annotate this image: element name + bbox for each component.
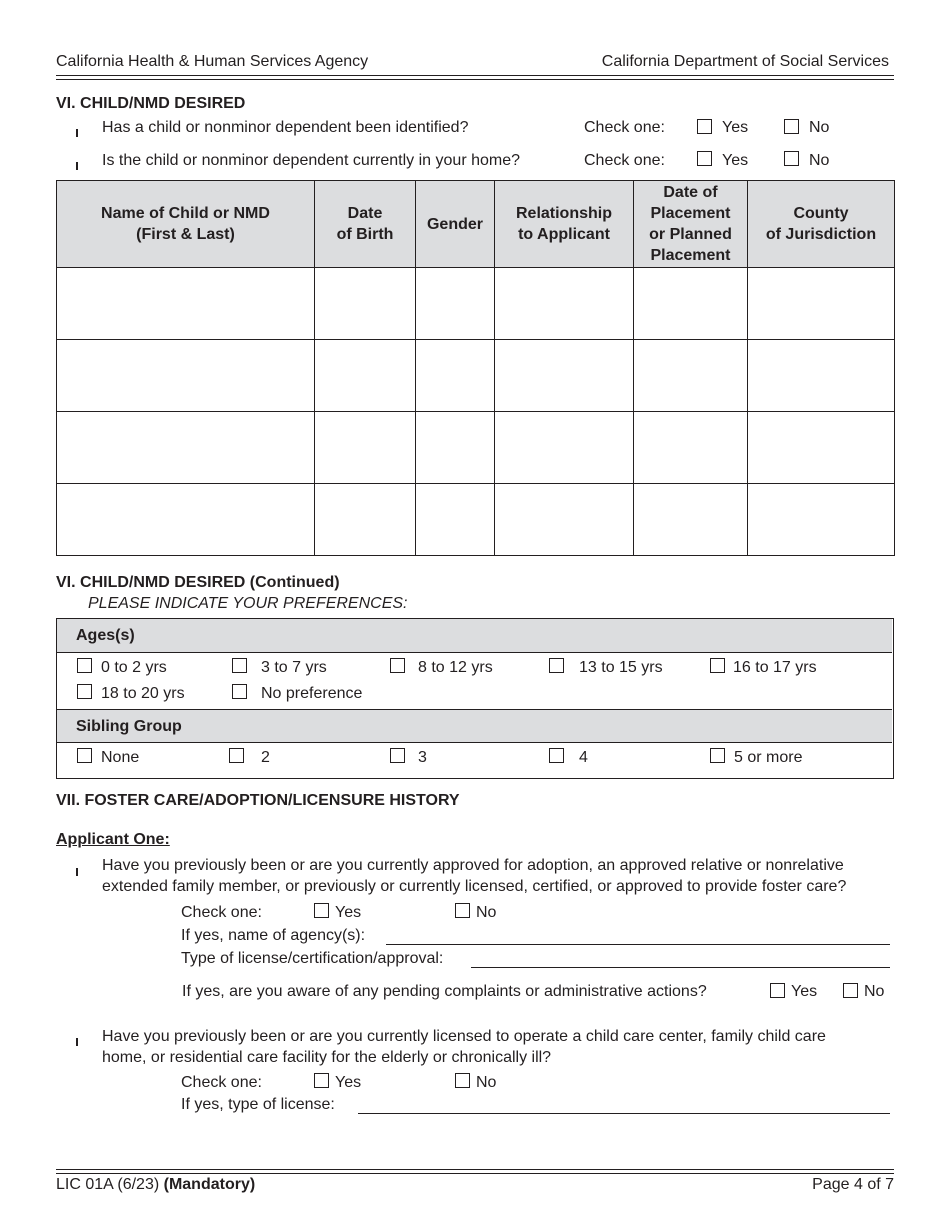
column-header-county: County of Jurisdiction	[748, 181, 895, 268]
child-identified-yes-checkbox[interactable]	[697, 119, 712, 134]
facility-license-question-line1: Have you previously been or are you currently licensed to operate a child care center, family child care	[102, 1028, 826, 1045]
dob-cell[interactable]	[315, 340, 416, 412]
yes-label: Yes	[722, 119, 749, 136]
sibling-band	[57, 709, 892, 743]
sibling-option-label: 3	[418, 749, 427, 766]
dob-cell[interactable]	[315, 412, 416, 484]
yes-label: Yes	[722, 152, 749, 169]
child-name-cell[interactable]	[57, 412, 315, 484]
county-cell[interactable]	[748, 268, 895, 340]
column-header-dob: Date of Birth	[315, 181, 416, 268]
pending-complaints-yes-checkbox[interactable]	[770, 983, 785, 998]
check-one-label: Check one:	[181, 1074, 262, 1091]
header-rule	[56, 75, 894, 76]
county-cell[interactable]	[748, 340, 895, 412]
age-13-15-checkbox[interactable]	[549, 658, 564, 673]
section-6-title: VI. CHILD/NMD DESIRED	[56, 95, 246, 112]
question-child-identified: Has a child or nonminor dependent been identified?	[102, 119, 469, 136]
table-row	[57, 412, 895, 484]
foster-history-yes-checkbox[interactable]	[314, 903, 329, 918]
facility-license-no-checkbox[interactable]	[455, 1073, 470, 1088]
sibling-option-label: 2	[261, 749, 270, 766]
type-of-license-label: If yes, type of license:	[181, 1096, 335, 1113]
sibling-option-label: None	[101, 749, 140, 766]
check-one-label: Check one:	[584, 152, 665, 169]
child-name-cell[interactable]	[57, 484, 315, 556]
child-in-home-no-checkbox[interactable]	[784, 151, 799, 166]
question-child-in-home: Is the child or nonminor dependent currently in your home?	[102, 152, 521, 169]
child-table	[56, 180, 895, 556]
age-option-label: 0 to 2 yrs	[101, 659, 167, 676]
mandatory-label: (Mandatory)	[163, 1176, 256, 1193]
no-label: No	[476, 904, 497, 921]
check-one-label: Check one:	[584, 119, 665, 136]
agency-name-field[interactable]	[386, 944, 890, 945]
pending-complaints-no-checkbox[interactable]	[843, 983, 858, 998]
footer-rule-2	[56, 1173, 894, 1174]
section-6-continued-title: VI. CHILD/NMD DESIRED (Continued)	[56, 574, 340, 591]
age-3-7-checkbox[interactable]	[232, 658, 247, 673]
county-cell[interactable]	[748, 484, 895, 556]
no-label: No	[809, 119, 830, 136]
footer-rule	[56, 1169, 894, 1170]
no-label: No	[476, 1074, 497, 1091]
column-header-placement-date: Date of Placement or Planned Placement	[634, 181, 748, 268]
age-option-label: No preference	[261, 685, 363, 702]
placement-date-cell[interactable]	[634, 268, 748, 340]
form-number: LIC 01A (6/23)	[56, 1176, 160, 1193]
license-type-label: Type of license/certification/approval:	[181, 950, 444, 967]
county-cell[interactable]	[748, 412, 895, 484]
form-id	[56, 1176, 255, 1194]
age-option-label: 3 to 7 yrs	[261, 659, 327, 676]
header-department: California Department of Social Services	[601, 53, 889, 70]
age-option-label: 13 to 15 yrs	[579, 659, 663, 676]
sibling-none-checkbox[interactable]	[77, 748, 92, 763]
facility-license-yes-checkbox[interactable]	[314, 1073, 329, 1088]
header-rule-2	[56, 79, 894, 80]
no-label: No	[809, 152, 830, 169]
check-one-label: Check one:	[181, 904, 262, 921]
foster-history-question-line2: extended family member, or previously or currently licensed, certified, or approved to provide foster care?	[102, 878, 847, 895]
relationship-cell[interactable]	[495, 484, 634, 556]
placement-date-cell[interactable]	[634, 412, 748, 484]
ages-label: Ages(s)	[76, 627, 135, 644]
table-row	[57, 484, 895, 556]
child-name-cell[interactable]	[57, 340, 315, 412]
age-16-17-checkbox[interactable]	[710, 658, 725, 673]
pending-complaints-question: If yes, are you aware of any pending complaints or administrative actions?	[182, 983, 707, 1000]
sibling-option-label: 5 or more	[734, 749, 803, 766]
bullet-icon	[76, 868, 78, 876]
table-header-row	[57, 181, 895, 268]
dob-cell[interactable]	[315, 484, 416, 556]
child-identified-no-checkbox[interactable]	[784, 119, 799, 134]
relationship-cell[interactable]	[495, 268, 634, 340]
age-8-12-checkbox[interactable]	[390, 658, 405, 673]
yes-label: Yes	[791, 983, 818, 1000]
age-option-label: 18 to 20 yrs	[101, 685, 185, 702]
preferences-subtitle: PLEASE INDICATE YOUR PREFERENCES:	[88, 595, 408, 612]
preferences-box	[56, 618, 894, 779]
relationship-cell[interactable]	[495, 412, 634, 484]
table-row	[57, 340, 895, 412]
placement-date-cell[interactable]	[634, 484, 748, 556]
yes-label: Yes	[335, 904, 362, 921]
age-option-label: 8 to 12 yrs	[418, 659, 493, 676]
child-in-home-yes-checkbox[interactable]	[697, 151, 712, 166]
header-agency: California Health & Human Services Agency	[56, 53, 369, 70]
applicant-one-heading: Applicant One:	[56, 831, 170, 848]
sibling-option-label: 4	[579, 749, 588, 766]
sibling-2-checkbox[interactable]	[229, 748, 244, 763]
relationship-cell[interactable]	[495, 340, 634, 412]
gender-cell[interactable]	[416, 340, 495, 412]
age-no-preference-checkbox[interactable]	[232, 684, 247, 699]
sibling-label: Sibling Group	[76, 718, 182, 735]
column-header-name: Name of Child or NMD (First & Last)	[57, 181, 315, 268]
yes-label: Yes	[335, 1074, 362, 1091]
sibling-4-checkbox[interactable]	[549, 748, 564, 763]
bullet-icon	[76, 162, 78, 170]
foster-history-no-checkbox[interactable]	[455, 903, 470, 918]
child-name-cell[interactable]	[57, 268, 315, 340]
age-0-2-checkbox[interactable]	[77, 658, 92, 673]
age-18-20-checkbox[interactable]	[77, 684, 92, 699]
section-7-title: VII. FOSTER CARE/ADOPTION/LICENSURE HISTORY	[56, 792, 460, 809]
bullet-icon	[76, 129, 78, 137]
no-label: No	[864, 983, 885, 1000]
type-of-license-field[interactable]	[358, 1113, 890, 1114]
gender-cell[interactable]	[416, 484, 495, 556]
bullet-icon	[76, 1038, 78, 1046]
foster-history-question-line1: Have you previously been or are you currently approved for adoption, an approved relative or nonrelative	[102, 857, 844, 874]
facility-license-question-line2: home, or residential care facility for the elderly or chronically ill?	[102, 1049, 552, 1066]
placement-date-cell[interactable]	[634, 340, 748, 412]
dob-cell[interactable]	[315, 268, 416, 340]
sibling-5-or-more-checkbox[interactable]	[710, 748, 725, 763]
page-number: Page 4 of 7	[812, 1176, 894, 1193]
sibling-3-checkbox[interactable]	[390, 748, 405, 763]
column-header-relationship: Relationship to Applicant	[495, 181, 634, 268]
license-type-field[interactable]	[471, 967, 890, 968]
agency-name-label: If yes, name of agency(s):	[181, 927, 366, 944]
age-option-label: 16 to 17 yrs	[733, 659, 817, 676]
ages-band	[57, 619, 892, 653]
table-row	[57, 268, 895, 340]
column-header-gender: Gender	[416, 181, 495, 268]
gender-cell[interactable]	[416, 412, 495, 484]
gender-cell[interactable]	[416, 268, 495, 340]
